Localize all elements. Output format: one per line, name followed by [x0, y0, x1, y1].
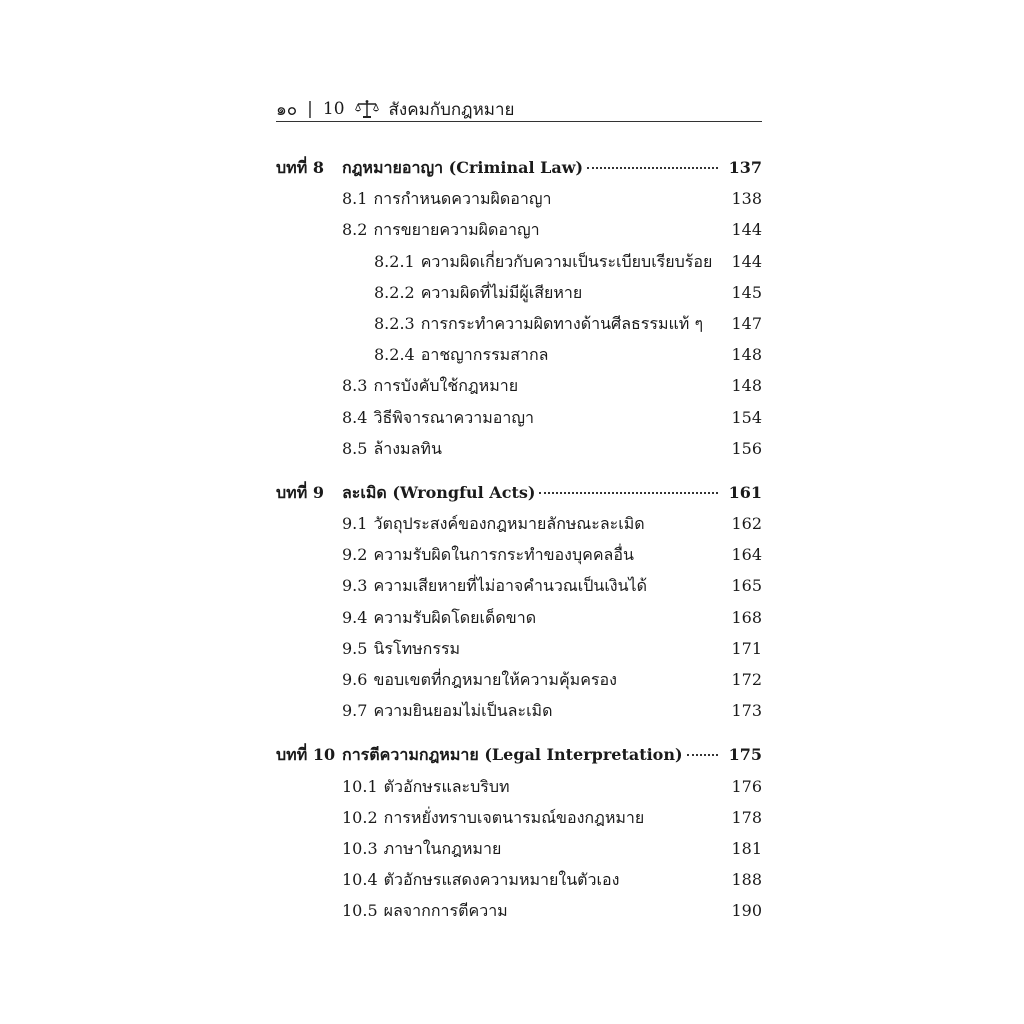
page-folio: 10 [322, 99, 345, 119]
section-title: ความเสียหายที่ไม่อาจคำนวณเป็นเงินได้ [373, 576, 647, 596]
section-entry [342, 433, 722, 464]
section-title: ตัวอักษรและบริบท [383, 776, 510, 796]
section-entry [342, 539, 722, 570]
section-page-number: 147 [731, 313, 762, 333]
section-page-number: 190 [731, 901, 762, 921]
section-page-number: 176 [731, 776, 762, 796]
section-title: ความยินยอมไม่เป็นละเมิด [373, 701, 553, 721]
section-entry [342, 508, 722, 539]
section-title: ขอบเขตที่กฎหมายให้ความคุ้มครอง [373, 670, 617, 689]
section-title: การบังคับใช้กฎหมาย [373, 376, 519, 396]
section-entry [342, 308, 722, 339]
section-number: 10.3 [342, 838, 378, 858]
dot-leader [539, 492, 718, 494]
dot-leader [687, 754, 718, 756]
section-row[interactable] [276, 308, 762, 339]
section-entry [342, 339, 722, 370]
section-row[interactable] [276, 864, 762, 895]
section-number: 8.2 [342, 220, 368, 240]
section-number: 9.2 [342, 545, 368, 565]
section-page-number: 144 [731, 251, 762, 271]
section-number: 8.3 [342, 376, 368, 396]
chapter-label: บทที่ 10 [276, 745, 336, 765]
section-number: 9.4 [342, 607, 368, 627]
section-row[interactable] [276, 370, 762, 401]
section-number: 9.7 [342, 701, 368, 721]
section-page-number: 164 [731, 545, 762, 565]
section-row[interactable] [276, 183, 762, 214]
chapter-label: บทที่ 9 [276, 482, 324, 502]
section-entry [342, 664, 722, 695]
chapter-title: ละเมิด (Wrongful Acts) [342, 482, 536, 502]
running-title: สังคมกับกฎหมาย [388, 99, 515, 120]
section-row[interactable] [276, 539, 762, 570]
section-page-number: 156 [731, 438, 762, 458]
section-entry [342, 895, 722, 926]
table-of-contents [276, 152, 762, 940]
section-entry [342, 771, 722, 802]
section-page-number: 162 [731, 514, 762, 534]
section-title: ตัวอักษรแสดงความหมายในตัวเอง [383, 870, 620, 890]
section-number: 8.2.2 [374, 282, 415, 302]
section-page-number: 181 [731, 838, 762, 858]
section-title: ความผิดที่ไม่มีผู้เสียหาย [420, 282, 583, 302]
section-number: 9.3 [342, 576, 368, 596]
section-row[interactable] [276, 214, 762, 245]
section-page-number: 172 [731, 670, 762, 689]
section-title: ความผิดเกี่ยวกับความเป็นระเบียบเรียบร้อย [420, 251, 713, 271]
section-row[interactable] [276, 771, 762, 802]
section-row[interactable] [276, 633, 762, 664]
section-title: การหยั่งทราบเจตนารมณ์ของกฎหมาย [383, 807, 645, 827]
dot-leader [587, 167, 718, 169]
section-page-number: 144 [731, 220, 762, 240]
section-title: ภาษาในกฎหมาย [383, 838, 502, 858]
section-row[interactable] [276, 508, 762, 539]
section-row[interactable] [276, 277, 762, 308]
section-title: ความรับผิดในการกระทำของบุคคลอื่น [373, 545, 634, 565]
section-title: วิธีพิจารณาความอาญา [373, 407, 534, 427]
chapter-block [276, 152, 762, 464]
section-number: 10.2 [342, 807, 378, 827]
chapter-title: การตีความกฎหมาย (Legal Interpretation) [342, 745, 683, 765]
running-header [276, 96, 762, 122]
section-number: 8.5 [342, 438, 368, 458]
section-row[interactable] [276, 695, 762, 726]
section-row[interactable] [276, 802, 762, 833]
section-page-number: 165 [731, 576, 762, 596]
section-number: 9.1 [342, 514, 368, 534]
section-title: วัตถุประสงค์ของกฎหมายลักษณะละเมิด [373, 514, 645, 534]
section-page-number: 148 [731, 376, 762, 396]
chapter-title: กฎหมายอาญา (Criminal Law) [342, 158, 584, 177]
section-title: การขยายความผิดอาญา [373, 220, 540, 240]
section-entry [342, 695, 722, 726]
chapter-label: บทที่ 8 [276, 158, 324, 177]
section-title: ผลจากการตีความ [383, 901, 508, 921]
section-page-number: 138 [731, 189, 762, 209]
section-entry [342, 402, 722, 433]
chapter-block [276, 477, 762, 727]
section-row[interactable] [276, 895, 762, 926]
section-row[interactable] [276, 602, 762, 633]
section-row[interactable] [276, 433, 762, 464]
section-row[interactable] [276, 664, 762, 695]
section-page-number: 145 [731, 282, 762, 302]
section-page-number: 154 [731, 407, 762, 427]
chapter-row[interactable] [276, 739, 762, 770]
section-entry [342, 802, 722, 833]
section-row[interactable] [276, 570, 762, 601]
section-entry [342, 570, 722, 601]
section-entry [342, 602, 722, 633]
section-entry [342, 214, 722, 245]
section-number: 10.4 [342, 870, 378, 890]
section-number: 8.2.1 [374, 251, 415, 271]
scales-of-justice-icon [355, 99, 379, 119]
section-row[interactable] [276, 246, 762, 277]
section-title: ความรับผิดโดยเด็ดขาด [373, 607, 537, 627]
chapter-page-number: 137 [728, 158, 762, 177]
section-number: 10.5 [342, 901, 378, 921]
chapter-entry [342, 152, 722, 183]
section-entry [342, 246, 722, 277]
section-page-number: 148 [731, 345, 762, 365]
section-row[interactable] [276, 833, 762, 864]
chapter-page-number: 175 [728, 745, 762, 765]
section-number: 9.5 [342, 638, 368, 658]
folio-separator: | [307, 99, 313, 119]
section-number: 8.1 [342, 189, 368, 209]
section-title: การกำหนดความผิดอาญา [373, 189, 552, 209]
section-entry [342, 633, 722, 664]
section-number: 8.2.3 [374, 313, 415, 333]
section-page-number: 178 [731, 807, 762, 827]
section-page-number: 188 [731, 870, 762, 890]
section-number: 8.2.4 [374, 345, 415, 365]
section-row[interactable] [276, 402, 762, 433]
section-entry [342, 864, 722, 895]
section-entry [342, 833, 722, 864]
section-entry [342, 370, 722, 401]
chapter-block [276, 739, 762, 926]
section-number: 9.6 [342, 670, 368, 689]
section-title: อาชญากรรมสากล [420, 345, 549, 365]
section-title: ล้างมลทิน [373, 438, 442, 458]
chapter-row[interactable] [276, 152, 762, 183]
chapter-entry [342, 477, 722, 508]
section-page-number: 168 [731, 607, 762, 627]
section-number: 8.4 [342, 407, 368, 427]
chapter-row[interactable] [276, 477, 762, 508]
section-page-number: 171 [731, 638, 762, 658]
section-row[interactable] [276, 339, 762, 370]
chapter-entry [342, 739, 722, 770]
header-rule [276, 121, 762, 122]
section-entry [342, 277, 722, 308]
section-title: การกระทำความผิดทางด้านศีลธรรมแท้ ๆ [420, 313, 704, 333]
section-title: นิรโทษกรรม [373, 638, 461, 658]
section-entry [342, 183, 722, 214]
section-number: 10.1 [342, 776, 378, 796]
page-folio-thai: ๑๐ [276, 99, 298, 120]
chapter-page-number: 161 [728, 482, 762, 502]
section-page-number: 173 [731, 701, 762, 721]
